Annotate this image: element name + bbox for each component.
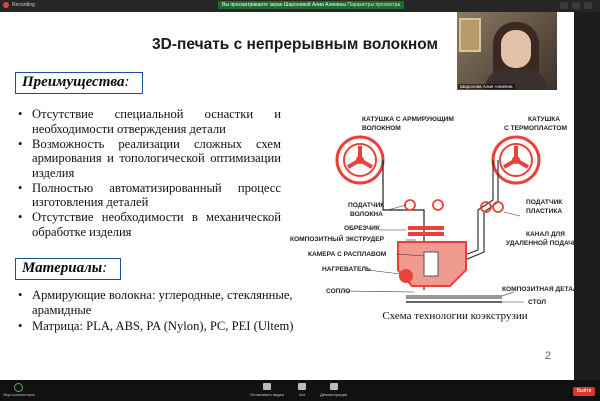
view-options-button[interactable]: Параметры просмотра: [347, 2, 401, 8]
wall-picture: [459, 18, 481, 52]
diagram-caption: Схема технологии коэкструзии: [382, 310, 528, 322]
label-remote-channel: КАНАЛ ДЛЯ: [526, 231, 565, 238]
viewing-banner: [218, 1, 404, 9]
headphones-icon: [14, 383, 23, 392]
fiber-spool-icon: [337, 137, 383, 183]
fullscreen-icon[interactable]: [584, 2, 592, 9]
meeting-top-bar: [0, 0, 600, 12]
list-item: • Полностью автоматизированный процесс изготовления деталей: [16, 181, 281, 210]
cutter-shape: [408, 226, 444, 230]
chat-icon: [298, 383, 306, 390]
label-composite-part: КОМПОЗИТНАЯ ДЕТАЛЬ: [502, 286, 583, 293]
participant-video[interactable]: [457, 12, 557, 90]
share-button[interactable]: [320, 383, 347, 397]
materials-colon: :: [102, 260, 108, 276]
label-nozzle: СОПЛО: [326, 288, 351, 295]
melt-chamber-shape: [424, 252, 438, 276]
label-extruder: КОМПОЗИТНЫЙ ЭКСТРУДЕР: [290, 236, 385, 243]
materials-heading: Материалы: [22, 260, 103, 276]
label-spool-fiber-2: ВОЛОКНОМ: [362, 125, 401, 132]
audio-button[interactable]: [3, 383, 35, 397]
toolbar-center: [250, 383, 347, 397]
label-fiber-feeder: ПОДАТЧИК: [348, 202, 385, 209]
label-cutter: ОБРЕЗЧИК: [344, 225, 380, 232]
audio-label: Звук компьютера: [3, 392, 35, 397]
fiber-feeder-icon: [405, 200, 443, 210]
coextrusion-diagram: [288, 90, 583, 320]
label-table: СТОЛ: [528, 299, 547, 306]
chat-button[interactable]: [298, 383, 306, 397]
advantages-colon: :: [124, 74, 130, 90]
list-item: • Матрица: PLA, ABS, PA (Nylon), PC, PEI (Ultem): [16, 319, 306, 334]
advantages-heading: Преимущества: [22, 74, 125, 90]
participant-name: Шаронова Алия Алиевна: [460, 84, 513, 89]
materials-heading-box: [15, 258, 121, 280]
list-item: • Отсутствие специальной оснастки и необходимости отверждения детали: [16, 107, 281, 136]
participant-face: [501, 30, 531, 68]
label-heater: НАГРЕВАТЕЛЬ: [322, 266, 371, 273]
label-fiber-feeder-2: ВОЛОКНА: [350, 211, 383, 218]
list-item: • Отсутствие необходимости в механической обработке изделия: [16, 210, 281, 239]
chat-label: Чат: [298, 392, 306, 397]
plastic-spool-icon: [493, 137, 539, 183]
layout-icon[interactable]: [560, 2, 568, 9]
stop-video-label: Остановить видео: [250, 392, 285, 397]
heater-icon: [399, 269, 413, 283]
leave-button[interactable]: Выйти: [573, 387, 595, 396]
share-label: Демонстрация: [320, 392, 348, 397]
camera-icon: [263, 383, 271, 390]
grid-view-icon[interactable]: [572, 2, 580, 9]
list-item: • Армирующие волокна: углеродные, стеклянные, арамидные: [16, 288, 306, 317]
list-item: • Возможность реализации сложных схем армирования и топологической оптимизации изделия: [16, 137, 281, 181]
share-icon: [330, 383, 338, 390]
page-number: 2: [545, 350, 552, 362]
advantages-list: [16, 107, 281, 240]
label-spool-fiber: КАТУШКА С АРМИРУЮЩИМ: [362, 116, 454, 123]
advantages-heading-box: [15, 72, 143, 94]
label-remote-channel-2: УДАЛЕННОЙ ПОДАЧИ: [506, 240, 578, 247]
label-plastic-feeder-2: ПЛАСТИКА: [526, 208, 563, 215]
meeting-toolbar: [0, 380, 600, 401]
label-plastic-feeder: ПОДАТЧИК: [526, 199, 563, 206]
viewing-text: Вы просматриваете экран Шароновой Алии Алиевны: [222, 2, 347, 8]
materials-list: [16, 288, 306, 336]
label-spool-plastic: КАТУШКА: [528, 116, 560, 123]
label-spool-plastic-2: С ТЕРМОПЛАСТОМ: [504, 125, 567, 132]
stop-video-button[interactable]: [250, 383, 284, 397]
label-melt-chamber: КАМЕРА С РАСПЛАВОМ: [308, 251, 387, 258]
recording-indicator: [3, 2, 35, 8]
recording-label: Recording: [12, 2, 35, 8]
record-icon: [3, 2, 9, 8]
slide-title: 3D-печать с непрерывным волокном: [152, 36, 438, 53]
